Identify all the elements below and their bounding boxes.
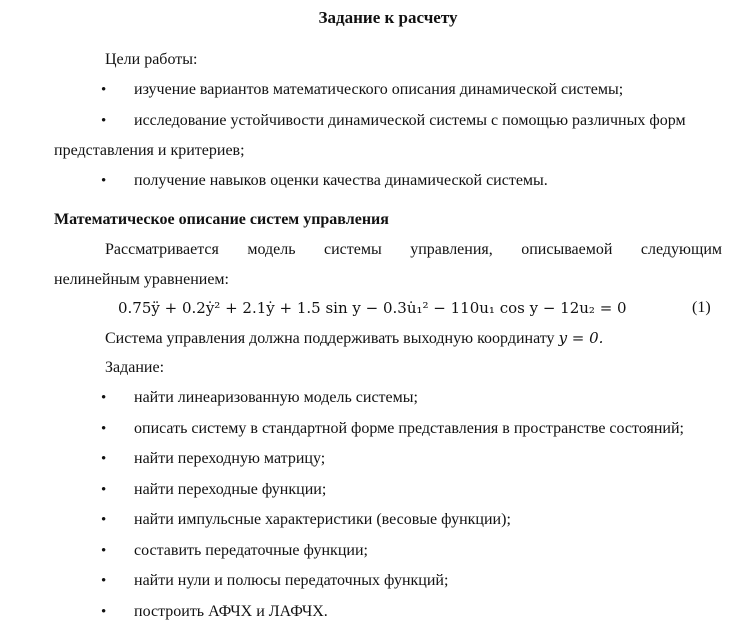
task-text: найти нули и полюсы передаточных функций; [134,572,449,589]
intro-word: управления, [410,241,493,258]
task-item [101,383,418,413]
condition-text: Система управления должна поддерживать выходную координату [105,330,555,347]
task-text: построить АФЧХ и ЛАФЧХ. [134,603,328,620]
task-text: найти переходную матрицу; [134,450,326,467]
goal-item [101,166,548,196]
task-text: составить передаточные функции; [134,542,368,559]
bullet-icon: • [101,482,107,498]
section-heading: Математическое описание систем управления [54,211,389,228]
goal-text: исследование устойчивости динамической системы с помощью различных форм [134,112,686,129]
intro-word: следующим [640,241,722,258]
task-text: найти импульсные характеристики (весовые функции); [134,511,511,528]
goal-item [101,75,623,105]
goal-text: изучение вариантов математического описания динамической системы; [134,81,624,98]
intro-word: Рассматривается [105,241,219,258]
equation-number: (1) [692,299,711,316]
intro-word: модель [247,241,296,258]
page-title: Задание к расчету [318,8,458,27]
bullet-icon: • [101,451,107,467]
equation: 0.75ÿ + 0.2ẏ² + 2.1ẏ + 1.5 sin y − 0.3u̇₁² − 110u₁ cos y − 12u₂ = 0 [118,299,627,317]
goal-text: получение навыков оценки качества динамической системы. [134,172,548,189]
intro-continuation: нелинейным уравнением: [54,271,229,288]
intro-word: описываемой [521,241,613,258]
task-text: найти линеаризованную модель системы; [134,389,418,406]
bullet-icon: • [101,113,107,129]
bullet-icon: • [101,543,107,559]
intro-word: системы [323,241,382,258]
task-item [101,444,325,474]
bullet-icon: • [101,512,107,528]
task-item [101,597,328,627]
task-text: найти переходные функции; [134,481,327,498]
task-item [101,475,326,505]
bullet-icon: • [101,604,107,620]
bullet-icon: • [101,421,107,437]
bullet-icon: • [101,82,107,98]
task-item [101,536,368,566]
condition-line [105,323,603,354]
goal-continuation: представления и критериев; [54,142,245,159]
task-item [101,414,684,444]
goals-label: Цели работы: [105,51,198,68]
bullet-icon: • [101,390,107,406]
task-item [101,566,448,596]
bullet-icon: • [101,573,107,589]
task-item [101,505,511,535]
task-label: Задание: [105,359,165,376]
condition-math: y = 0. [558,329,604,347]
bullet-icon: • [101,173,107,189]
intro-paragraph-line [105,235,722,265]
task-text: описать систему в стандартной форме представления в пространстве состояний; [134,420,684,437]
goal-item [101,106,686,136]
